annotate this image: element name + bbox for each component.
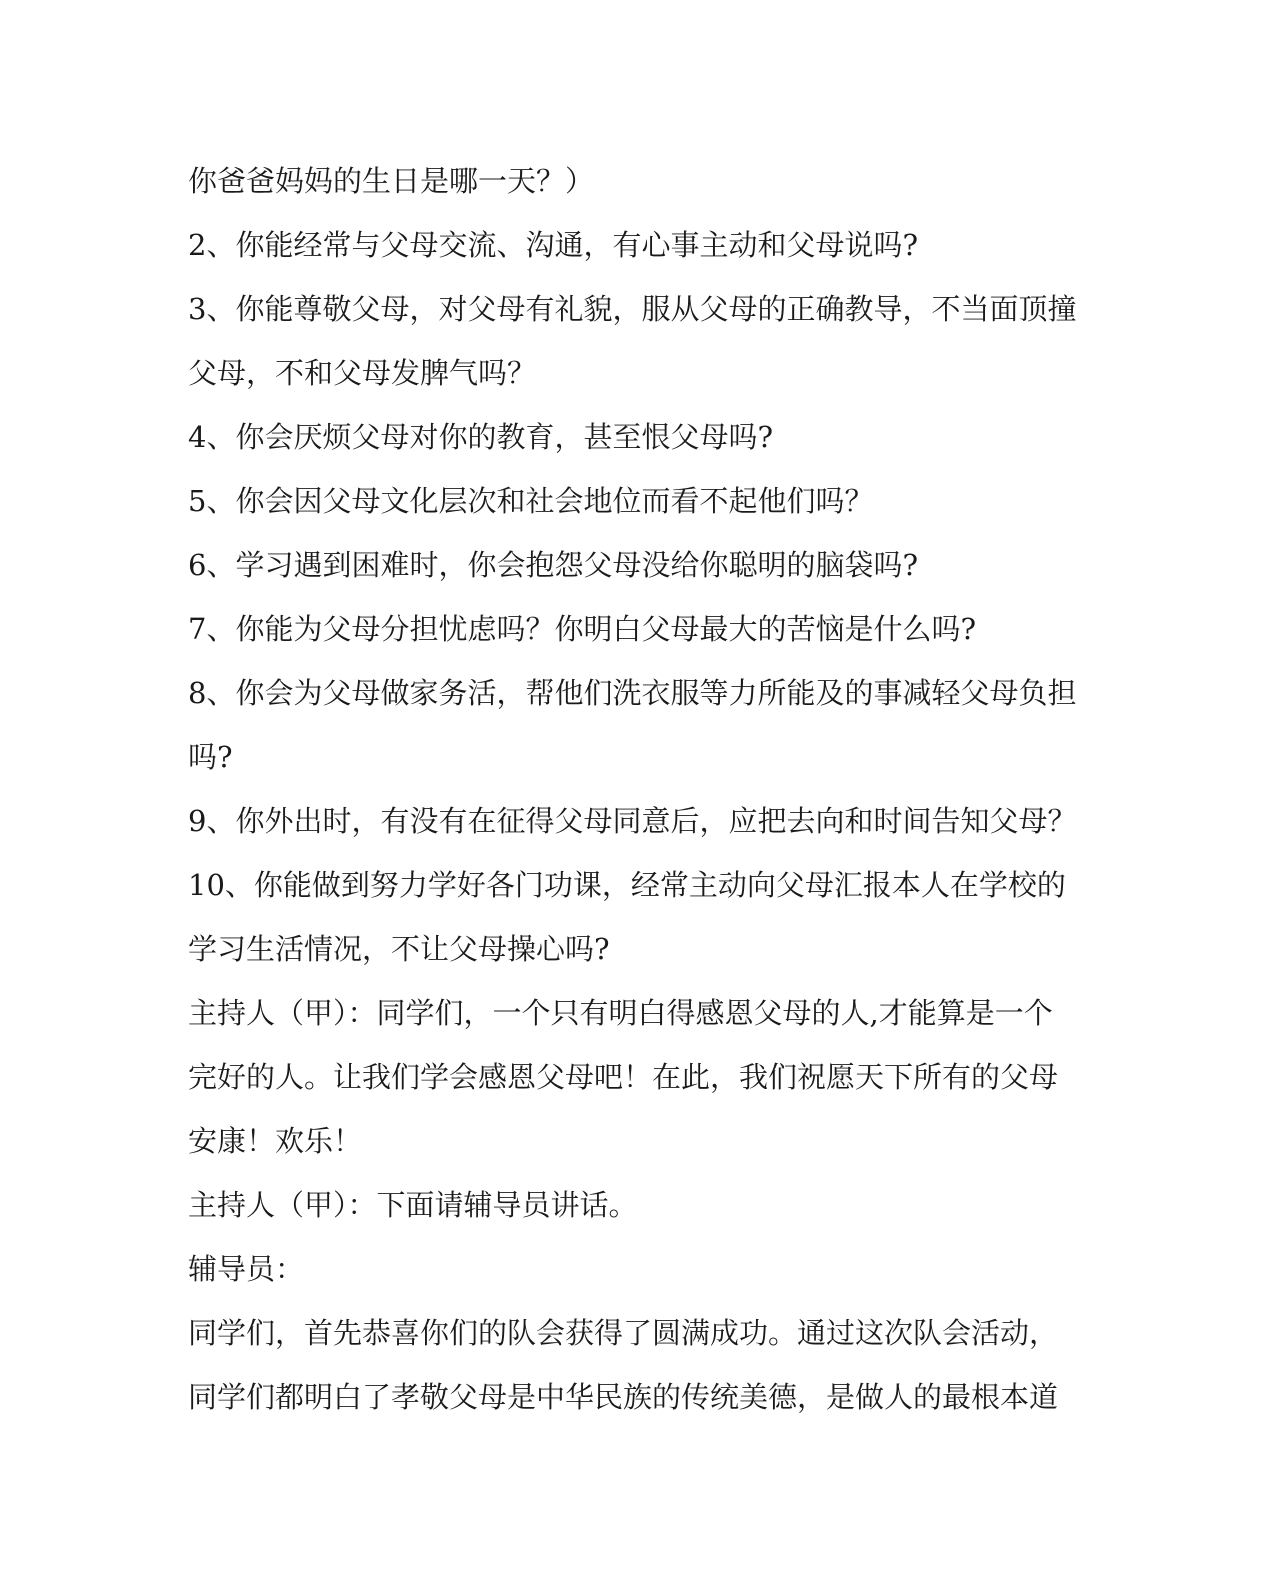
text-line-8: 7、你能为父母分担忧虑吗？你明白父母最大的苦恼是什么吗? (188, 612, 976, 646)
text-line-16: 安康！欢乐！ (188, 1124, 363, 1158)
text-line-20: 同学们都明白了孝敬父母是中华民族的传统美德，是做人的最根本道 (188, 1380, 1059, 1414)
text-line-6: 5、你会因父母文化层次和社会地位而看不起他们吗？ (188, 484, 874, 518)
text-line-18: 辅导员： (188, 1252, 305, 1286)
text-line-9: 8、你会为父母做家务活，帮他们洗衣服等力所能及的事减轻父母负担 (188, 676, 1077, 710)
text-line-11: 9、你外出时，有没有在征得父母同意后，应把去向和时间告知父母？ (188, 804, 1077, 838)
text-line-15: 完好的人。让我们学会感恩父母吧！在此，我们祝愿天下所有的父母 (188, 1060, 1059, 1094)
text-line-4: 父母，不和父母发脾气吗？ (188, 356, 537, 390)
text-line-19: 同学们，首先恭喜你们的队会获得了圆满成功。通过这次队会活动， (188, 1316, 1059, 1350)
text-line-5: 4、你会厌烦父母对你的教育，甚至恨父母吗? (188, 420, 773, 454)
text-line-3: 3、你能尊敬父母，对父母有礼貌，服从父母的正确教导，不当面顶撞 (188, 292, 1077, 326)
text-line-17: 主持人（甲）：下面请辅导员讲话。 (188, 1188, 638, 1222)
text-line-13: 学习生活情况，不让父母操心吗? (188, 932, 610, 966)
text-line-12: 10、你能做到努力学好各门功课，经常主动向父母汇报本人在学校的 (188, 868, 1066, 902)
text-line-10: 吗? (188, 740, 233, 774)
text-line-14: 主持人（甲）：同学们，一个只有明白得感恩父母的人,才能算是一个 (188, 996, 1053, 1030)
text-line-2: 2、你能经常与父母交流、沟通，有心事主动和父母说吗? (188, 228, 918, 262)
text-line-7: 6、学习遇到困难时，你会抱怨父母没给你聪明的脑袋吗? (188, 548, 918, 582)
text-line-1: 你爸爸妈妈的生日是哪一天？） (188, 164, 595, 198)
